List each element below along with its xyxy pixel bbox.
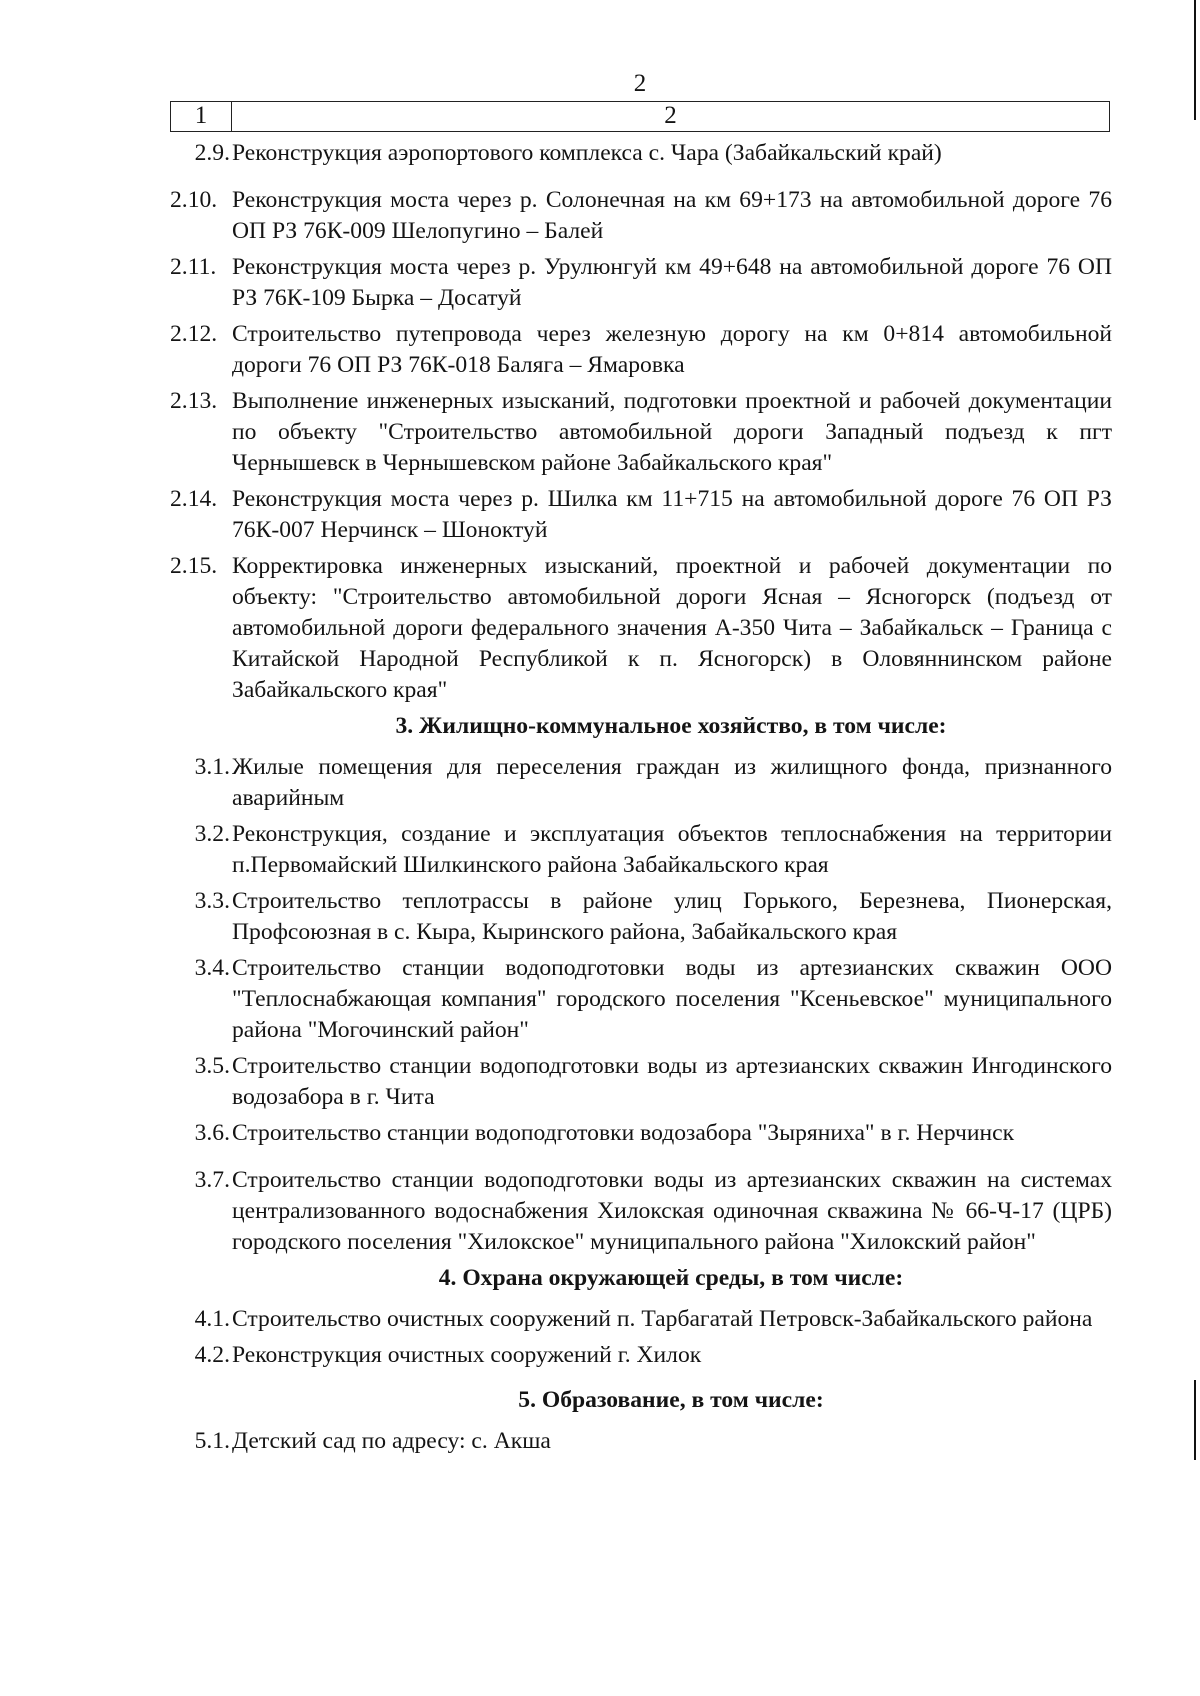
list-item [170,185,1112,247]
item-text: Реконструкция аэропортового комплекса с. Чара (Забайкальский край) [232,140,942,166]
section-heading-environment: 4. Охрана окружающей среды, в том числе: [438,1265,904,1291]
item-text: Реконструкция моста через р. Урулюнгуй км 49+648 на автомобильной дороге 76 ОП РЗ 76К-109 Бырка – Досатуй [232,254,1112,311]
list-item [170,386,1112,479]
item-number: 2.15. [170,553,218,579]
item-number: 4.2. [194,1342,230,1368]
item-text: Строительство путепровода через железную дорогу на км 0+814 автомобильной дороги 76 ОП РЗ 76К-018 Баляга – Ямаровка [232,321,1112,378]
item-number: 3.6. [194,1120,230,1146]
item-text: Детский сад по адресу: с. Акша [232,1428,551,1454]
item-text: Реконструкция очистных сооружений г. Хилок [232,1342,702,1368]
item-text: Реконструкция моста через р. Солонечная на км 69+173 на автомобильной дороге 76 ОП РЗ 76К-009 Шелопугино – Балей [232,187,1112,244]
document-content [170,138,1112,1462]
item-number: 2.11. [170,254,217,280]
item-number: 3.2. [194,821,230,847]
list-item [170,138,1112,169]
item-number: 2.13. [170,388,218,414]
item-text: Строительство теплотрассы в районе улиц Горького, Березнева, Пионерская, Профсоюзная в с. Кыра, Кыринского района, Забайкальского края [232,888,1112,945]
list-item [170,551,1112,706]
item-number: 3.5. [194,1053,230,1079]
page-number: 2 [633,70,647,97]
column-header-2: 2 [664,102,677,129]
scan-edge-line [1194,0,1196,120]
item-text: Строительство станции водоподготовки водозабора "Зыряниха" в г. Нерчинск [232,1120,1015,1146]
item-text: Корректировка инженерных изысканий, проектной и рабочей документации по объекту: "Строительство автомобильной дороги Ясная – Ясногорск (подъезд от автомобильной дороги федерального значения А-350 Чита – Забайкальск – Граница с Китайской Народной Республикой к п. Ясногорск) в Оловяннинском районе Забайкальского края" [232,553,1112,703]
table-column-header [170,101,1110,132]
list-item [170,819,1112,881]
item-text: Реконструкция, создание и эксплуатация объектов теплоснабжения на территории п.Первомайский Шилкинского района Забайкальского края [232,821,1112,878]
list-item [170,319,1112,381]
list-item [170,1304,1112,1335]
item-number: 5.1. [194,1428,230,1454]
scan-edge-line [1194,1380,1196,1460]
item-text: Реконструкция моста через р. Шилка км 11+715 на автомобильной дороге 76 ОП РЗ 76К-007 Нерчинск – Шоноктуй [232,486,1112,543]
item-text: Строительство очистных сооружений п. Тарбагатай Петровск-Забайкальского района [232,1306,1093,1332]
item-number: 3.4. [194,955,230,981]
item-number: 3.7. [194,1167,230,1193]
item-number: 2.9. [194,140,230,166]
list-item [170,953,1112,1046]
list-item [170,1118,1112,1149]
column-header-1: 1 [171,102,232,131]
list-item [170,1340,1112,1371]
item-text: Жилые помещения для переселения граждан из жилищного фонда, признанного аварийным [232,754,1112,811]
section-heading-housing: 3. Жилищно-коммунальное хозяйство, в том числе: [395,713,947,739]
list-item [170,1051,1112,1113]
list-item [170,1165,1112,1258]
item-number: 4.1. [194,1306,230,1332]
list-item [170,752,1112,814]
list-item [170,484,1112,546]
list-item [170,886,1112,948]
item-text: Строительство станции водоподготовки воды из артезианских скважин Ингодинского водозабора в г. Чита [232,1053,1112,1110]
item-text: Строительство станции водоподготовки воды из артезианских скважин на системах централизованного водоснабжения Хилокская одиночная скважина № 66-Ч-17 (ЦРБ) городского поселения "Хилокское" муниципального района "Хилокский район" [232,1167,1112,1255]
list-item [170,252,1112,314]
item-number: 3.3. [194,888,230,914]
item-text: Выполнение инженерных изысканий, подготовки проектной и рабочей документации по объекту "Строительство автомобильной дороги Западный подъезд к пгт Чернышевск в Чернышевском районе Забайкальского края" [232,388,1112,476]
list-item [170,1426,1112,1457]
item-number: 3.1. [194,754,230,780]
item-number: 2.10. [170,187,218,213]
item-text: Строительство станции водоподготовки воды из артезианских скважин ООО "Теплоснабжающая компания" городского поселения "Ксеньевское" муниципального района "Могочинский район" [232,955,1112,1043]
item-number: 2.12. [170,321,218,347]
item-number: 2.14. [170,486,218,512]
section-heading-education: 5. Образование, в том числе: [518,1387,824,1413]
